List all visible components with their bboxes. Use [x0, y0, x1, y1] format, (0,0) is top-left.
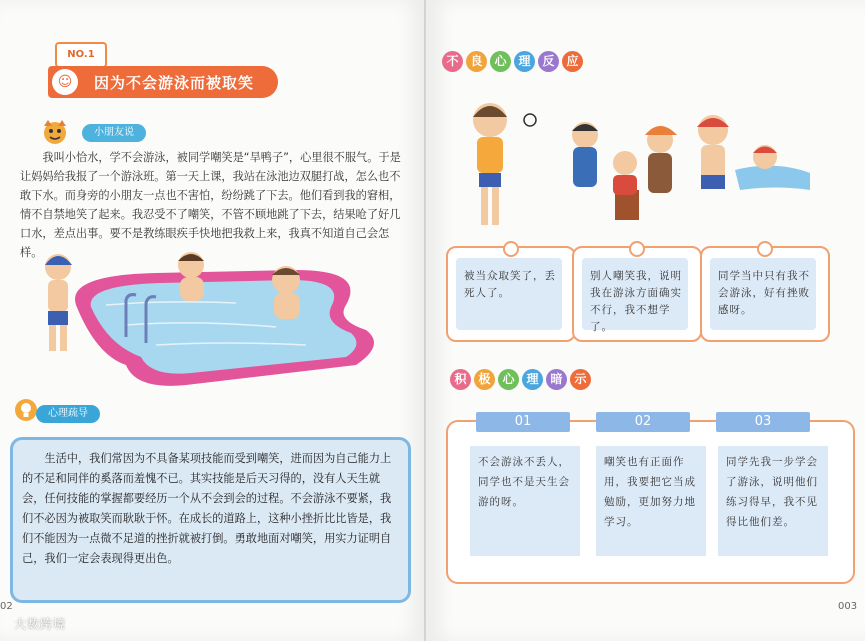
negative-reaction-header	[442, 51, 583, 72]
card-badge-icon	[629, 241, 645, 257]
header-char: 反	[538, 51, 559, 72]
positive-hint-card-1: 不会游泳不丢人，同学也不是天生会游的呀。	[470, 446, 580, 556]
mascot-icon	[40, 118, 74, 148]
negative-card-1	[446, 246, 576, 342]
negative-card-2	[572, 246, 702, 342]
positive-hint-header	[450, 369, 591, 390]
positive-hint-card-3: 同学先我一步学会了游泳，说明他们练习得早，我不见得比他们差。	[718, 446, 828, 556]
header-char: 心	[490, 51, 511, 72]
header-char: 良	[466, 51, 487, 72]
watermark: 大数跨境	[14, 617, 67, 631]
hint-number-2: 02	[596, 412, 690, 432]
tip-paragraph: 生活中，我们常因为不具备某项技能而受到嘲笑，进而因为自己能力上的不足和同伴的奚落而羞愧不已。其实技能是后天习得的，没有人天生就会，任何技能的掌握都要经历一个从不会到会的过程。不会游泳不要紧，我们不必因为被取笑而耿耿于怀。在成长的道路上，这种小挫折比比皆是，我们不能因为一点微不足道的挫折就被打倒。勇敢地面对嘲笑，用实力证明自己，我们一定会表现得更出色。	[22, 452, 392, 565]
header-char: 心	[498, 369, 519, 390]
left-page-number: 02	[0, 601, 13, 612]
header-char: 暗	[546, 369, 567, 390]
card-badge-icon	[503, 241, 519, 257]
negative-card-text: 同学当中只有我不会游泳，好有挫败感呀。	[710, 258, 816, 330]
chat-bubble-icon: ☺	[52, 69, 78, 95]
lesson-number-badge: NO.1	[55, 42, 107, 68]
hint-number-1: 01	[476, 412, 570, 432]
negative-card-3	[700, 246, 830, 342]
negative-card-text: 别人嘲笑我，说明我在游泳方面确实不行，我不想学了。	[582, 258, 688, 330]
header-char: 应	[562, 51, 583, 72]
story-section-label: 小朋友说	[82, 124, 146, 142]
negative-card-text: 被当众取笑了，丢死人了。	[456, 258, 562, 330]
classmates-illustration	[455, 95, 815, 235]
card-badge-icon	[757, 241, 773, 257]
header-char: 理	[514, 51, 535, 72]
lightbulb-icon	[14, 398, 38, 422]
lesson-title: 因为不会游泳而被取笑	[94, 73, 255, 92]
header-char: 极	[474, 369, 495, 390]
tip-section-label: 心理疏导	[36, 405, 100, 423]
header-char: 示	[570, 369, 591, 390]
right-page-number: 003	[838, 601, 858, 612]
hint-number-3: 03	[716, 412, 810, 432]
lesson-title-bar	[48, 66, 278, 98]
header-char: 不	[442, 51, 463, 72]
swimming-pool-illustration	[36, 245, 386, 400]
header-char: 积	[450, 369, 471, 390]
story-paragraph: 我叫小恰水，学不会游泳，被同学嘲笑是“旱鸭子”，心里很不服气。于是让妈妈给我报了一个游泳班。第一天上课，我站在泳池边双腿打战，怎么也不敢下水。而身旁的小朋友一点也不害怕，纷纷跳了下去。他们看到我的窘相，情不自禁地笑了起来。我忍受不了嘲笑，不管不顾地跳了下去，结果呛了好几口水，差点出事。要不是教练眼疾手快地把我救上来，我真不知道自己会怎样。	[20, 151, 401, 259]
header-char: 理	[522, 369, 543, 390]
positive-hint-card-2: 嘲笑也有正面作用，我要把它当成勉励，更加努力地学习。	[596, 446, 706, 556]
